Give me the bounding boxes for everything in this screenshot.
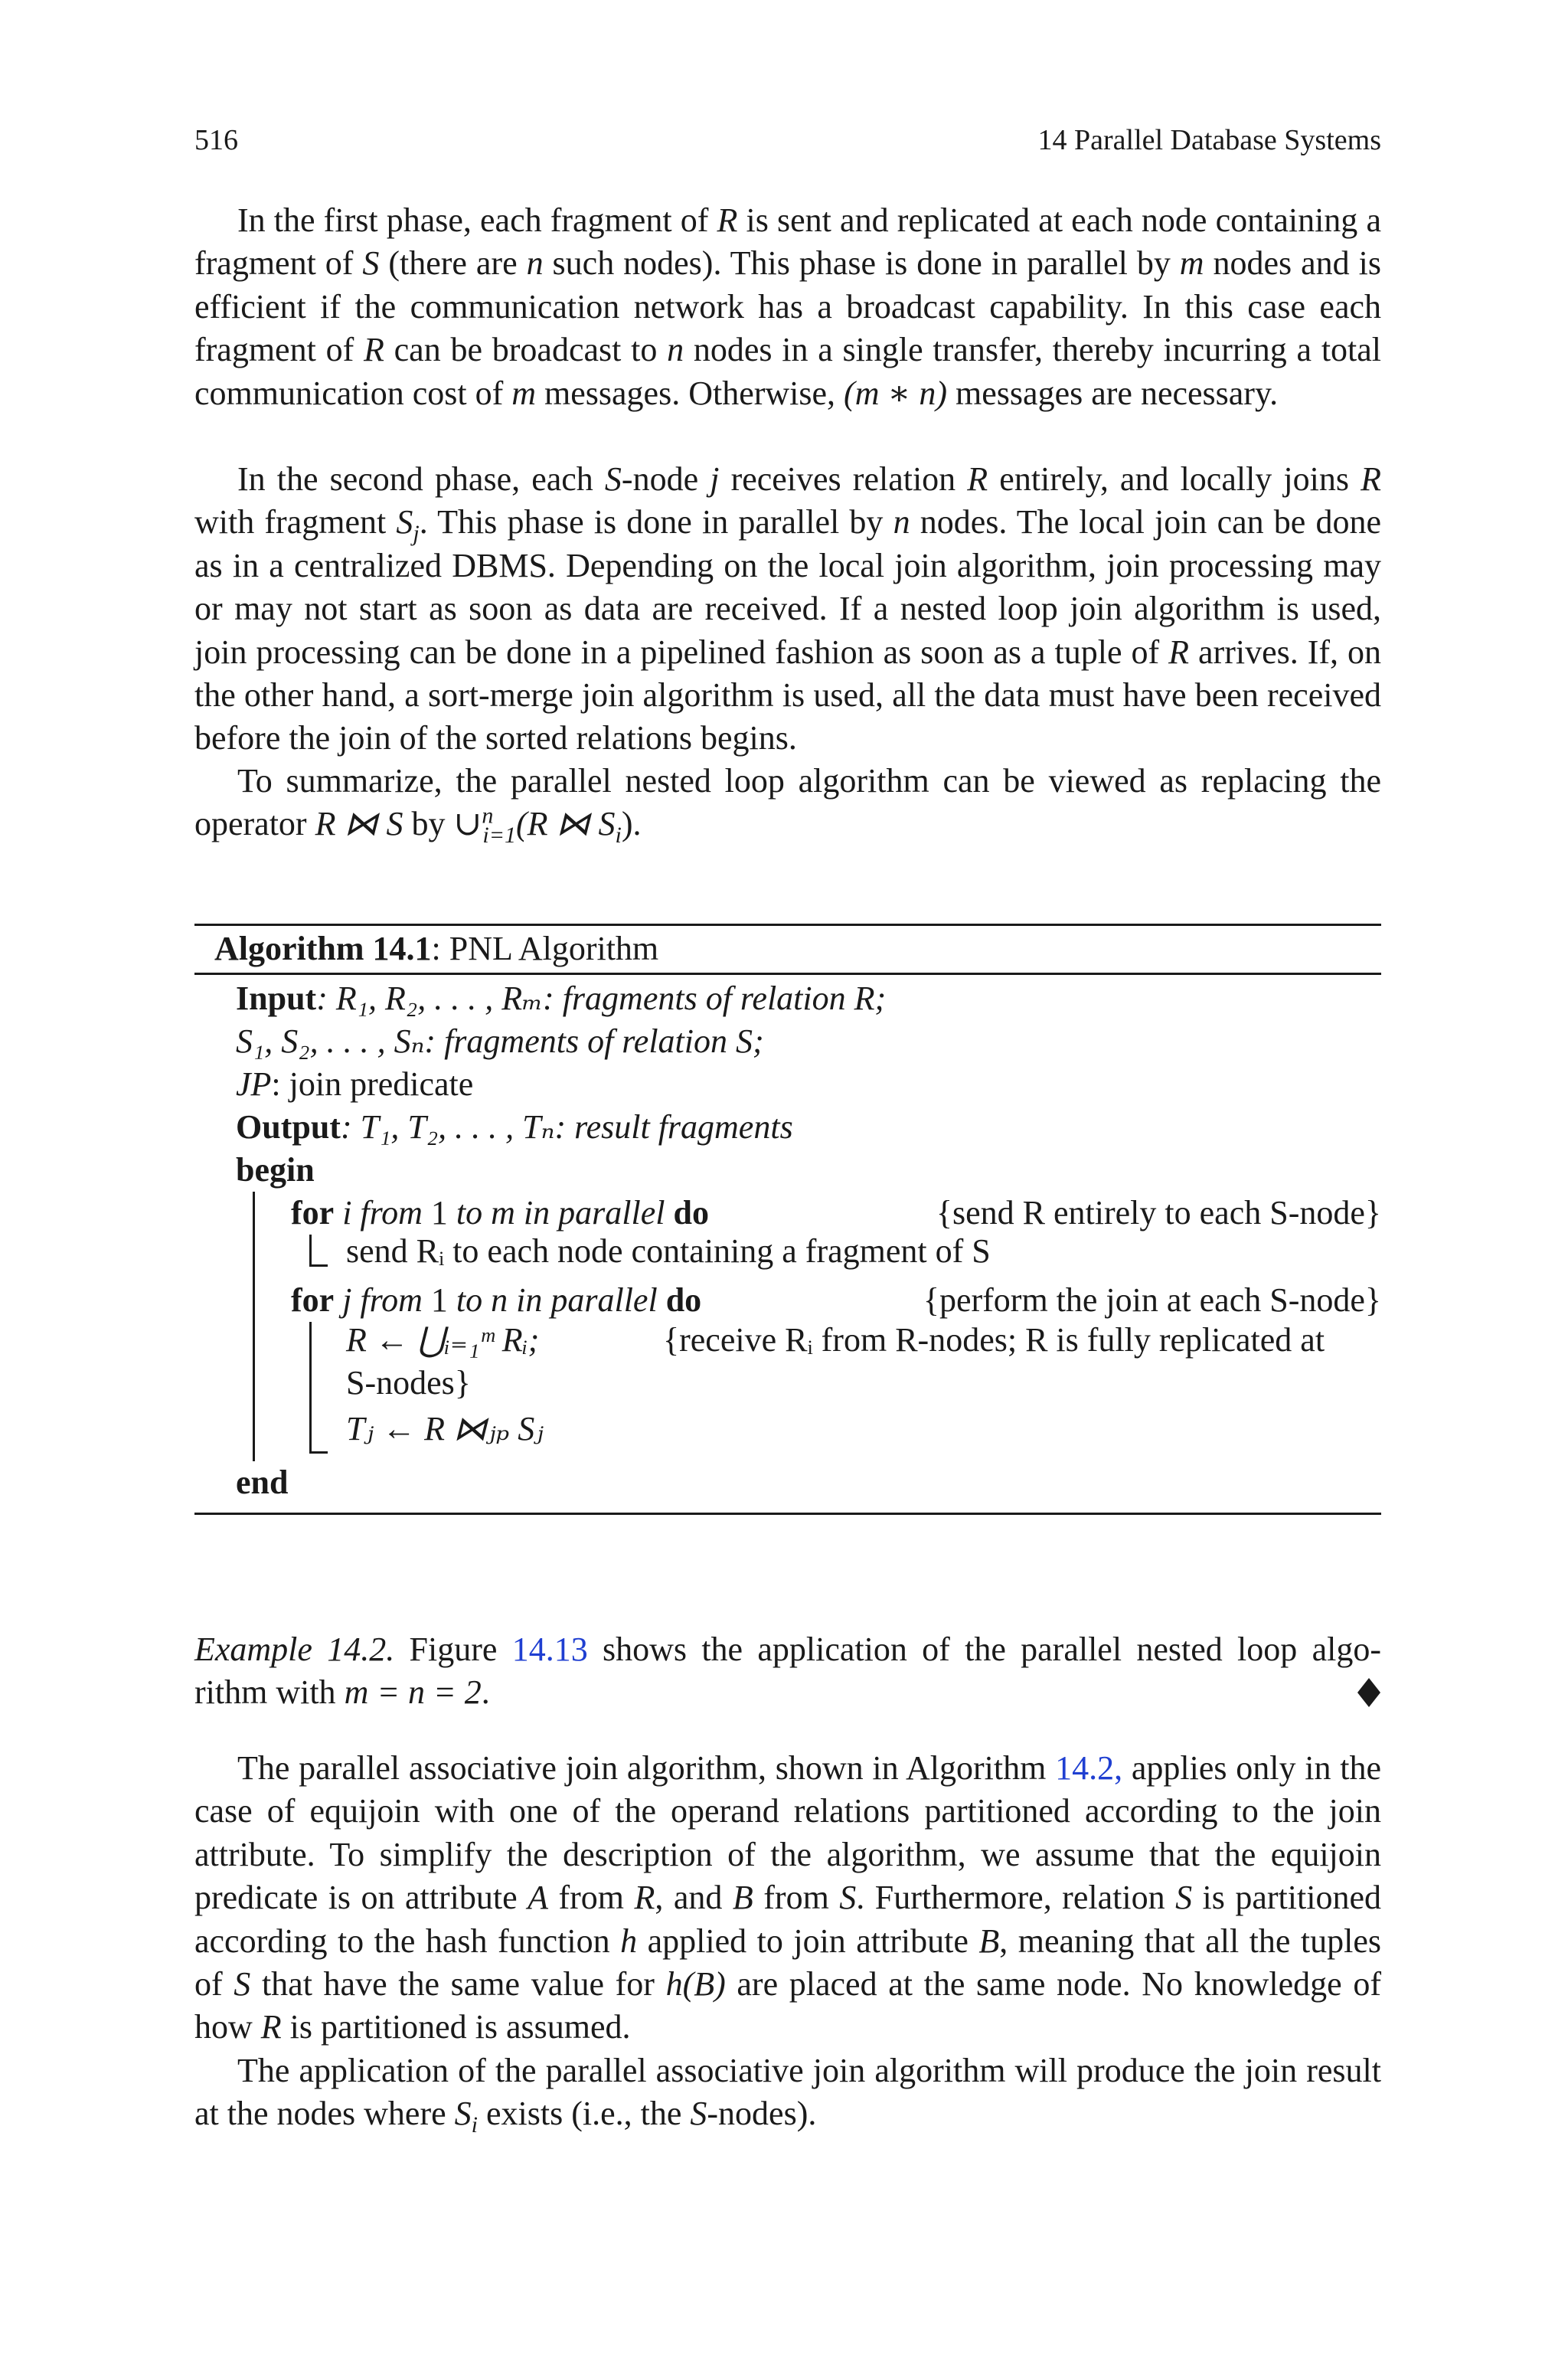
paragraph-second-phase: In the second phase, each S-node j receives relation R entirely, and locally joins R with fragment $S_j$. This phase is done in parallel by n nodes. The local join can be done as in a centralized DBMS. Depending on the local join algorithm, join processing may or may not start as soon as data are received. If a nested loop join algorithm is used, join processing can be done in a pipelined fashion as soon as a tuple of R arrives. If, on the other hand, a sort-merge join algorithm is used, all the data must have been received before the join of the sorted relations begins. xyxy=(194,460,1382,757)
paragraph-first-phase: In the first phase, each fragment of R is sent and replicated at each node containing a fragment of S (there are n such nodes). This phase is done in parallel by m nodes and is efficient if the communication network has a broadcast capability. In this case each fragment of R can be broadcast to n nodes in a single transfer, thereby incurring a total communication cost of m messages. Otherwise, (m ∗ n) messages are necessary. xyxy=(194,201,1382,412)
figure-reference-link[interactable]: 14.13 xyxy=(511,1631,588,1668)
for2-block-bar xyxy=(309,1322,312,1454)
algorithm-top-rule xyxy=(194,924,1381,926)
chapter-title: 14 Parallel Database Systems xyxy=(1037,124,1381,156)
for1-block-foot xyxy=(309,1264,328,1267)
algorithm-comment-1: {send R entirely to each S-node} xyxy=(936,1194,1381,1232)
paragraph-application: The application of the parallel associative join algorithm will produce the join result at the nodes where $S_i$ exists (i.e., the S-nodes). xyxy=(194,2052,1381,2138)
algorithm-join-predicate: JP: join predicate xyxy=(236,1065,474,1103)
algorithm-title-rule xyxy=(194,973,1381,975)
page-number: 516 xyxy=(194,124,238,156)
paragraph-associative-join: The parallel associative join algorithm, shown in Algorithm 14.2, applies only in the case of equijoin with one of the operand relations partitioned according to the join attribute. To simplify the description of the algorithm, we assume that the equijoin predicate is on attribute A from R, and B from S. Furthermore, relation S is partitioned according to the hash function h applied to join attribute B, meaning that all the tuples of S that have the same value for h(B) are placed at the same node. No knowledge of how R is partitioned is assumed. xyxy=(194,1749,1382,2046)
algorithm-send-line: send Rᵢ to each node containing a fragment of S xyxy=(346,1232,991,1270)
end-of-example-diamond-icon xyxy=(1357,1678,1380,1707)
algorithm-comment-2: {perform the join at each S-node} xyxy=(923,1281,1381,1319)
example-line-2: rithm with m = n = 2. xyxy=(194,1673,490,1711)
algorithm-assign-comment: {receive Rᵢ from R-nodes; R is fully replicated at xyxy=(663,1321,1325,1359)
algorithm-assign-comment-cont: S-nodes} xyxy=(346,1364,471,1402)
paragraph-summary: To summarize, the parallel nested loop algorithm can be viewed as replacing the operator R ⋈ S by ∪$^n_{i=1}$(R ⋈ $S_i$). xyxy=(194,762,1381,849)
for1-block-bar xyxy=(309,1235,312,1267)
algorithm-title: Algorithm 14.1: PNL Algorithm xyxy=(214,930,659,967)
example-line-1: Example 14.2. Figure 14.13 shows the application of the parallel nested loop algo- xyxy=(194,1631,1381,1668)
algorithm-end: end xyxy=(236,1464,289,1501)
algorithm-bottom-rule xyxy=(194,1513,1381,1515)
for2-block-foot xyxy=(309,1451,328,1454)
algorithm-assign-line: R ← ⋃ᵢ₌₁ᵐ Rᵢ; xyxy=(346,1321,540,1359)
algorithm-reference-link[interactable]: 14.2, xyxy=(1055,1749,1123,1787)
begin-block-bar xyxy=(253,1192,255,1461)
algorithm-for-loop-1: for i from 1 to m in parallel do xyxy=(291,1194,709,1232)
algorithm-for-loop-2: for j from 1 to n in parallel do xyxy=(291,1281,702,1319)
algorithm-input: Input: R₁, R₂, . . . , Rₘ: fragments of relation R; xyxy=(236,980,887,1017)
algorithm-input-s: S₁, S₂, . . . , Sₙ: fragments of relation S; xyxy=(236,1022,764,1060)
algorithm-result-line: Tⱼ ← R ⋈ⱼₚ Sⱼ xyxy=(346,1410,544,1447)
algorithm-begin: begin xyxy=(236,1151,315,1189)
algorithm-output: Output: T₁, T₂, . . . , Tₙ: result fragments xyxy=(236,1108,793,1146)
